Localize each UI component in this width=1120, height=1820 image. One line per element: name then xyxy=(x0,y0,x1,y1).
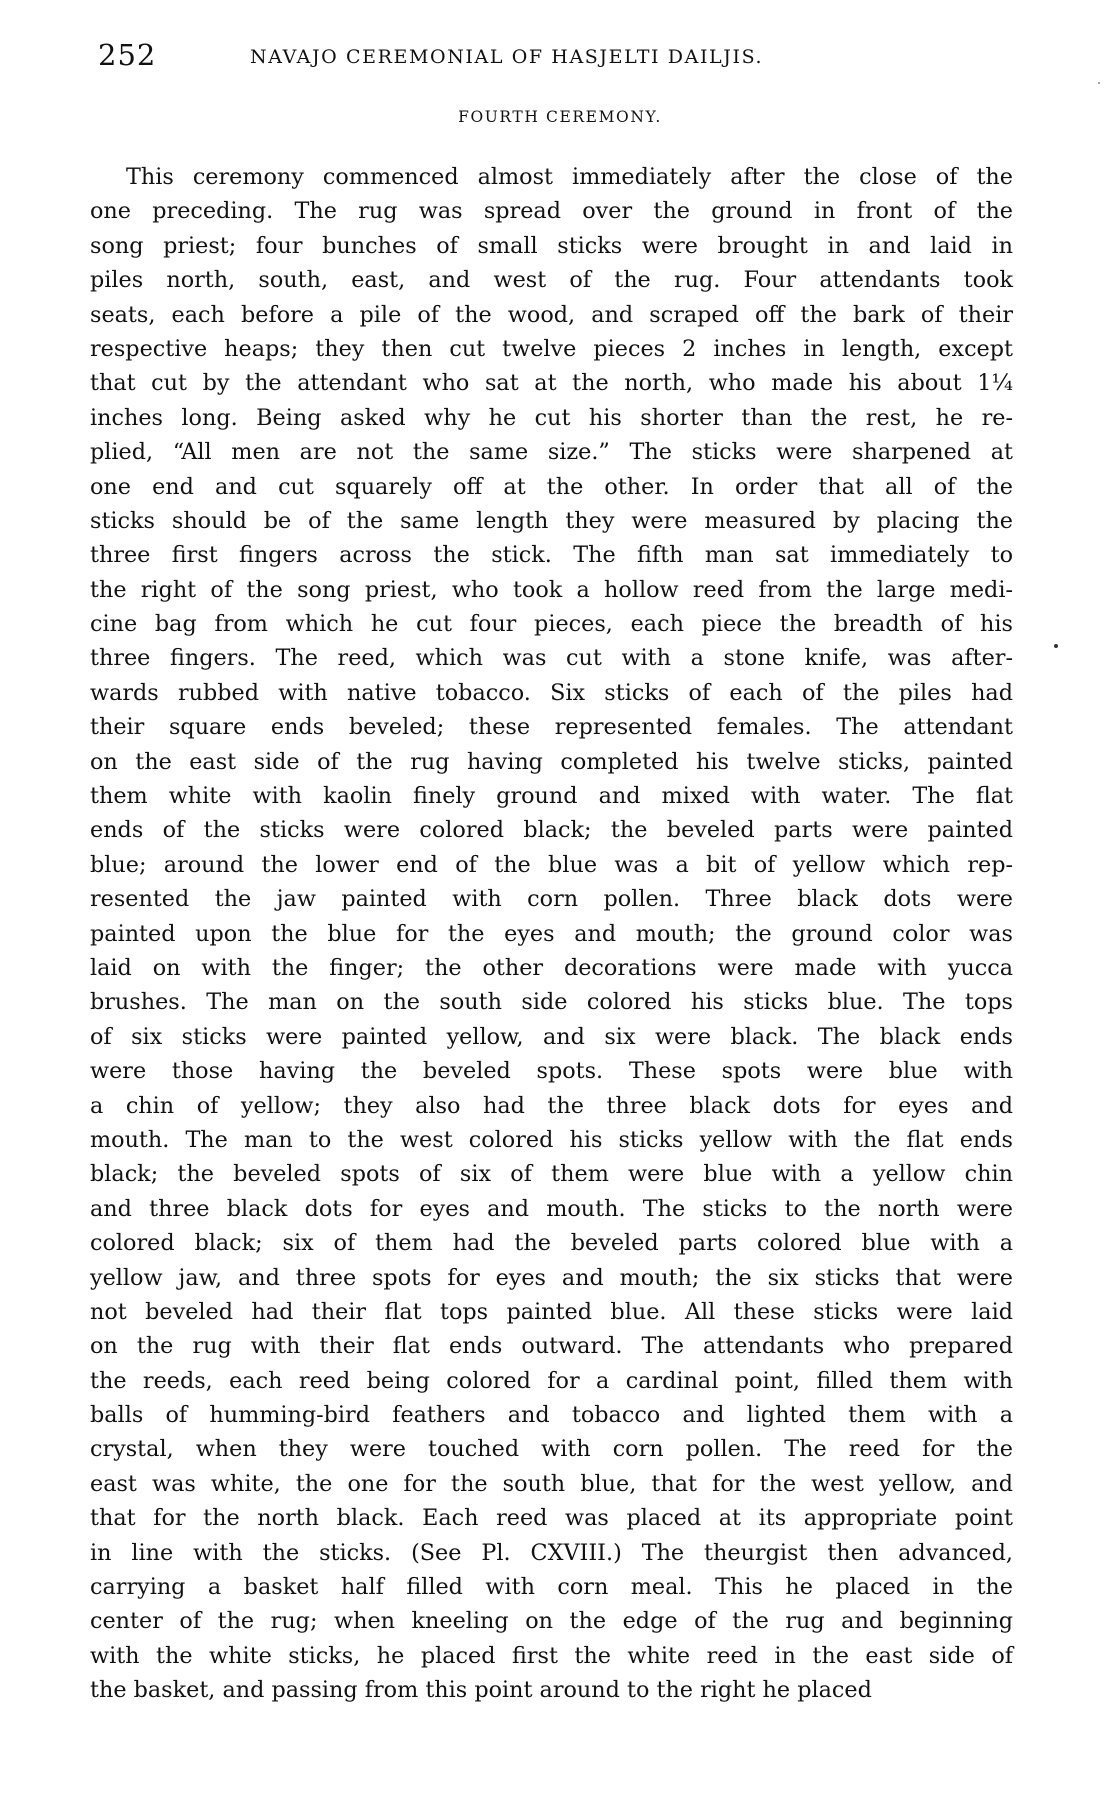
text-line: black; the beveled spots of six of them were blue with a yellow chin xyxy=(90,1161,1013,1188)
text-line: east was white, the one for the south blue, that for the west yellow, and xyxy=(90,1470,1013,1497)
text-line: yellow jaw, and three spots for eyes and mouth; the six sticks that were xyxy=(90,1264,1013,1291)
text-line: not beveled had their flat tops painted blue. All these sticks were laid xyxy=(90,1298,1013,1325)
text-line-with-fraction: that cut by the attendant who sat at the north, who made his about 1¼ xyxy=(90,370,1013,397)
text-line: the basket, and passing from this point around to the right he placed xyxy=(90,1677,872,1704)
section-heading: FOURTH CEREMONY. xyxy=(458,108,662,126)
text-line: blue; around the lower end of the blue was a bit of yellow which rep- xyxy=(90,851,1013,878)
text-line: of six sticks were painted yellow, and six were black. The black ends xyxy=(90,1023,1013,1050)
text-line: painted upon the blue for the eyes and mouth; the ground color was xyxy=(90,920,1013,947)
text-line: one end and cut squarely off at the other. In order that all of the xyxy=(90,473,1013,500)
text-line: balls of humming-bird feathers and tobacco and lighted them with a xyxy=(90,1402,1013,1429)
text-line: cine bag from which he cut four pieces, each piece the breadth of his xyxy=(90,611,1013,638)
text-line: one preceding. The rug was spread over the ground in front of the xyxy=(90,198,1013,225)
body-paragraph xyxy=(90,160,1013,1708)
text-line: colored black; six of them had the beveled parts colored blue with a xyxy=(90,1230,1013,1257)
text-line: brushes. The man on the south side colored his sticks blue. The tops xyxy=(90,989,1013,1016)
text-line: crystal, when they were touched with corn pollen. The reed for the xyxy=(90,1436,1013,1463)
running-head xyxy=(98,38,1018,78)
text-line: inches long. Being asked why he cut his shorter than the rest, he re- xyxy=(90,404,1013,431)
text-line: plied, “All men are not the same size.” The sticks were sharpened at xyxy=(90,439,1013,466)
text-line: were those having the beveled spots. These spots were blue with xyxy=(90,1058,1013,1085)
text-line: carrying a basket half filled with corn meal. This he placed in the xyxy=(90,1574,1013,1601)
text-line: center of the rug; when kneeling on the edge of the rug and beginning xyxy=(90,1608,1013,1635)
text-line: the reeds, each reed being colored for a cardinal point, filled them with xyxy=(90,1367,1013,1394)
text-line: on the east side of the rug having completed his twelve sticks, painted xyxy=(90,748,1013,775)
text-line: that for the north black. Each reed was placed at its appropriate point xyxy=(90,1505,1013,1532)
text-line: with the white sticks, he placed first the white reed in the east side of xyxy=(90,1642,1013,1669)
text-line: their square ends beveled; these represented females. The attendant xyxy=(90,714,1013,741)
text-line: three fingers. The reed, which was cut with a stone knife, was after- xyxy=(90,645,1013,672)
text-line: and three black dots for eyes and mouth. The sticks to the north were xyxy=(90,1195,1013,1222)
text-line: on the rug with their flat ends outward. The attendants who prepared xyxy=(90,1333,1013,1360)
page-number: 252 xyxy=(98,38,157,72)
text-line: piles north, south, east, and west of the rug. Four attendants took xyxy=(90,267,1013,294)
text-line: mouth. The man to the west colored his sticks yellow with the flat ends xyxy=(90,1126,1013,1153)
text-line: This ceremony commenced almost immediately after the close of the xyxy=(126,164,1013,190)
margin-speck xyxy=(1098,82,1100,84)
text-line: them white with kaolin finely ground and mixed with water. The flat xyxy=(90,783,1013,810)
text-line: three first fingers across the stick. The fifth man sat immediately to xyxy=(90,542,1013,569)
text-line: the right of the song priest, who took a hollow reed from the large medi- xyxy=(90,576,1013,603)
text-line: in line with the sticks. (See Pl. CXVIII.) The theurgist then advanced, xyxy=(90,1539,1013,1566)
text-line: wards rubbed with native tobacco. Six sticks of each of the piles had xyxy=(90,679,1013,706)
text-line: a chin of yellow; they also had the three black dots for eyes and xyxy=(90,1092,1013,1119)
text-line: sticks should be of the same length they were measured by placing the xyxy=(90,507,1013,534)
running-title: NAVAJO CEREMONIAL OF HASJELTI DAILJIS. xyxy=(250,46,764,68)
text-line: respective heaps; they then cut twelve pieces 2 inches in length, except xyxy=(90,335,1013,362)
text-line: song priest; four bunches of small sticks were brought in and laid in xyxy=(90,232,1013,259)
text-line: ends of the sticks were colored black; the beveled parts were painted xyxy=(90,817,1013,844)
margin-speck xyxy=(1054,644,1058,648)
text-line: resented the jaw painted with corn pollen. Three black dots were xyxy=(90,886,1013,913)
text-line: laid on with the finger; the other decorations were made with yucca xyxy=(90,954,1013,981)
text-line: seats, each before a pile of the wood, and scraped off the bark of their xyxy=(90,301,1013,328)
